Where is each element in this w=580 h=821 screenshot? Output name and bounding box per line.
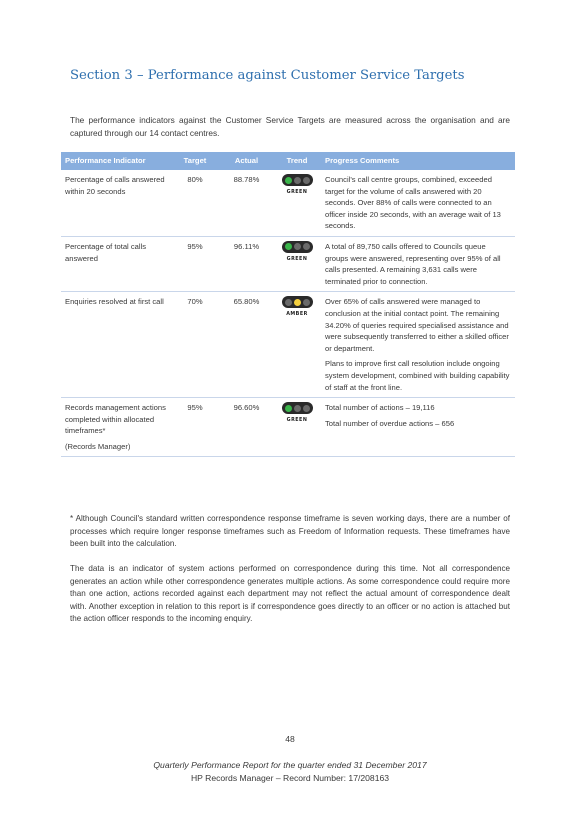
lamp-red xyxy=(303,177,310,184)
indicator-cell xyxy=(61,236,170,291)
header-progress-comments: Progress Comments xyxy=(321,152,515,170)
lamp-amber xyxy=(294,243,301,250)
target-cell: 95% xyxy=(170,398,220,457)
trend-status-label: GREEN xyxy=(286,418,308,424)
table-row xyxy=(61,236,515,291)
comments-cell xyxy=(321,398,515,457)
lamp-green xyxy=(285,177,292,184)
progress-comment: Council's call centre groups, combined, exceeded target for the volume of calls answered with 20 seconds. Over 88% of calls were connected to an officer inside 20 seconds, with an average wait of 13 seconds. xyxy=(325,175,501,231)
header-trend: Trend xyxy=(273,152,321,170)
comments-cell xyxy=(321,236,515,291)
header-actual: Actual xyxy=(220,152,273,170)
indicator-name: Records management actions completed within allocated timeframes* xyxy=(65,403,166,436)
trend-status-label: GREEN xyxy=(286,190,308,195)
footer-record-number: HP Records Manager – Record Number: 17/208163 xyxy=(190,773,390,783)
target-cell: 95% xyxy=(170,236,220,291)
indicator-cell xyxy=(61,170,170,236)
table-header-row xyxy=(61,152,515,170)
trend-cell xyxy=(273,170,321,236)
comments-cell xyxy=(321,170,515,236)
lamp-amber xyxy=(294,405,301,412)
target-cell: 70% xyxy=(170,292,220,398)
target-cell: 80% xyxy=(170,170,220,236)
header-performance-indicator: Performance Indicator xyxy=(61,152,170,170)
traffic-light-icon xyxy=(282,241,313,266)
lamp-green xyxy=(285,299,292,306)
progress-comment: A total of 89,750 calls offered to Councils queue groups were answered, representing over 95% of all calls presented. A remaining 3,631 calls were terminated prior to connection. xyxy=(325,241,501,286)
lamp-amber xyxy=(294,177,301,184)
actual-cell: 96.11% xyxy=(220,236,273,291)
section-heading: Section 3 – Performance against Customer Service Targets xyxy=(70,68,465,83)
trend-cell xyxy=(273,236,321,291)
indicator-name: Enquiries resolved at first call xyxy=(65,297,164,307)
trend-cell xyxy=(273,398,321,457)
traffic-light-icon xyxy=(282,296,313,321)
trend-status-label: GREEN xyxy=(286,256,308,262)
traffic-light-lamps xyxy=(282,296,313,308)
performance-table xyxy=(61,152,515,457)
data-note-paragraph: The data is an indicator of system actions performed on correspondence during this time. Not all correspondence generates an action while other correspondence generates multiple actions. As some correspondence could require more than one action, actions recorded against each department may not reflect the actual amount of correspondence dealt with. Another exception in relation to this report is if correspondence goes directly to an officer or no action is attached but the action officer responds to the incoming enquiry. xyxy=(70,564,510,624)
trend-status-label: AMBER xyxy=(286,312,308,318)
actual-cell: 96.60% xyxy=(220,398,273,457)
indicator-name: Percentage of calls answered within 20 seconds xyxy=(65,175,165,196)
table-row xyxy=(61,398,515,457)
traffic-light-lamps xyxy=(282,174,313,186)
traffic-light-lamps xyxy=(282,402,313,414)
lamp-green xyxy=(285,243,292,250)
header-target: Target xyxy=(170,152,220,170)
traffic-light-lamps xyxy=(282,241,313,253)
progress-comment: Total number of overdue actions – 656 xyxy=(325,418,455,428)
progress-comment: Total number of actions – 19,116 xyxy=(325,403,435,413)
lamp-amber xyxy=(294,299,301,306)
lamp-red xyxy=(303,243,310,250)
actual-cell: 88.78% xyxy=(220,170,273,236)
trend-cell xyxy=(273,292,321,398)
lamp-red xyxy=(303,299,310,306)
intro-paragraph: The performance indicators against the Customer Service Targets are measured across the organisation and are captured through our 14 contact centres. xyxy=(70,115,510,138)
progress-comment: Over 65% of calls answered were managed to conclusion at the initial contact point. The remaining 34.20% of queries required specialised assistance and were subsequently transferred to either a skilled officer or department. xyxy=(325,297,509,353)
traffic-light-icon xyxy=(282,402,313,427)
traffic-light-icon xyxy=(282,174,313,199)
table-row xyxy=(61,292,515,398)
indicator-source-note: (Records Manager) xyxy=(65,441,131,451)
actual-cell: 65.80% xyxy=(220,292,273,398)
footer-report-title: Quarterly Performance Report for the quarter ended 31 December 2017 xyxy=(153,760,427,770)
table-body xyxy=(61,170,515,457)
progress-comment: Plans to improve first call resolution include ongoing system development, combined with building capability of staff at the front line. xyxy=(325,359,510,392)
table-row xyxy=(61,170,515,236)
lamp-red xyxy=(303,405,310,412)
page-number: 48 xyxy=(285,734,295,744)
footnote-paragraph: * Although Council's standard written correspondence response timeframe is seven working days, there are a number of processes which require longer response timeframes such as Freedom of Information requests. These timeframes have been built into the calculation. xyxy=(70,514,510,549)
lamp-green xyxy=(285,405,292,412)
indicator-name: Percentage of total calls answered xyxy=(65,241,147,263)
comments-cell xyxy=(321,292,515,398)
indicator-cell xyxy=(61,292,170,398)
indicator-cell xyxy=(61,398,170,457)
